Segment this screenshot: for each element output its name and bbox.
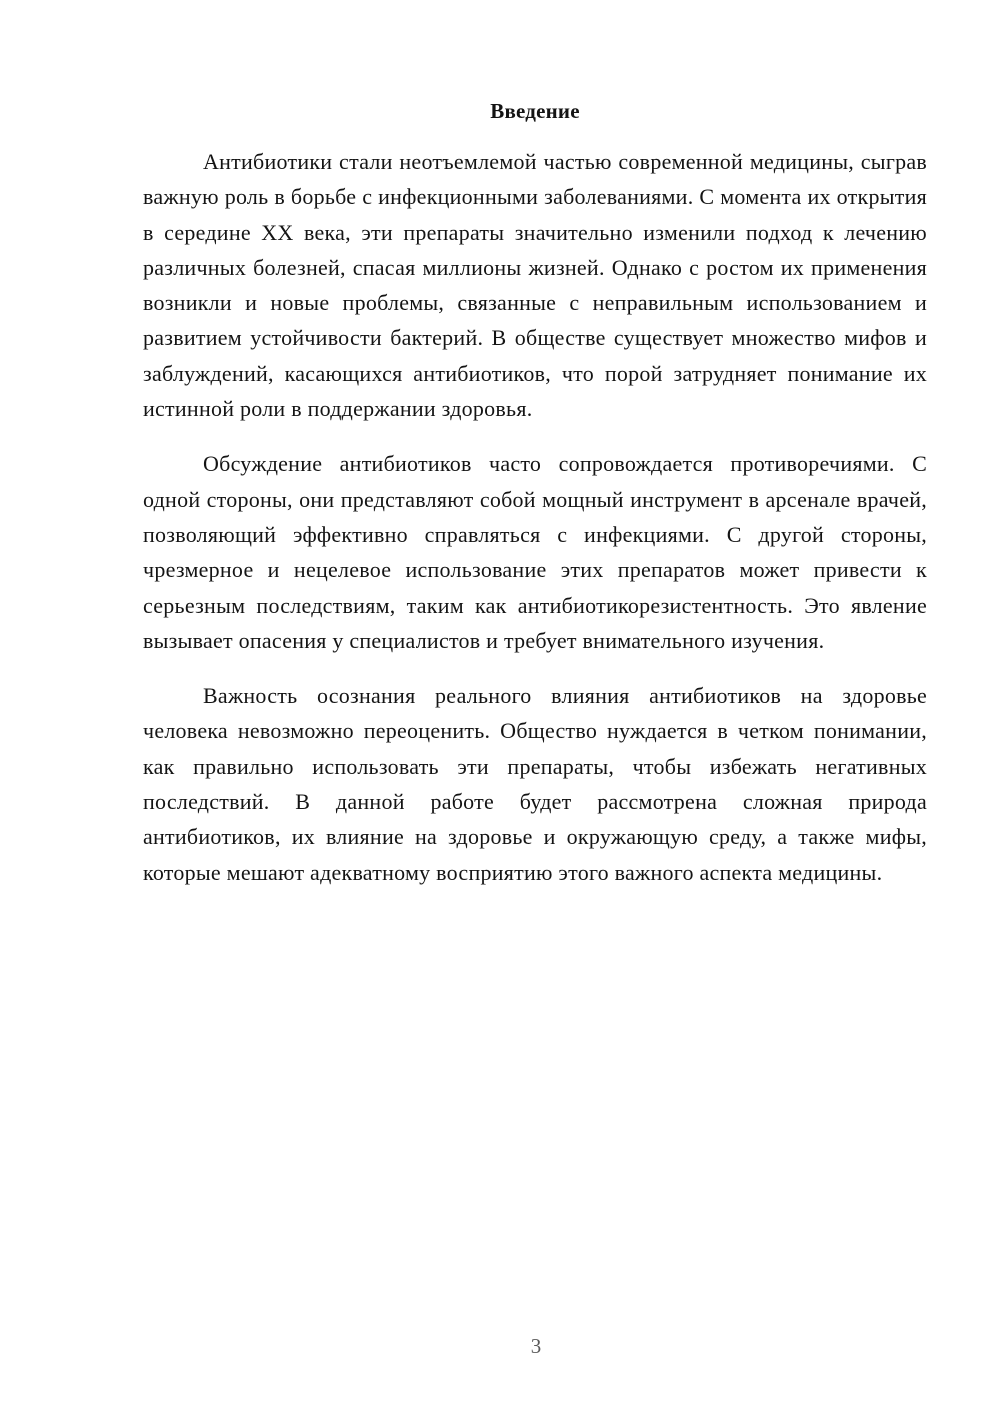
page-content [143,96,927,910]
page-number: 3 [530,1334,542,1358]
paragraph-2: Обсуждение антибиотиков часто сопровождается противоречиями. С одной стороны, они представляют собой мощный инструмент в арсенале врачей, позволяющий эффективно справляться с инфекциями. С другой стороны, чрезмерное и нецелевое использование этих препаратов может привести к серьезным последствиям, таким как антибиотикорезистентность. Это явление вызывает опасения у специалистов и требует внимательного изучения. [143,451,927,653]
section-heading: Введение [490,99,580,123]
paragraph-3: Важность осознания реального влияния антибиотиков на здоровье человека невозможно переоценить. Общество нуждается в четком понимании, как правильно использовать эти препараты, чтобы избежать негативных последствий. В данной работе будет рассмотрена сложная природа антибиотиков, их влияние на здоровье и окружающую среду, а также мифы, которые мешают адекватному восприятию этого важного аспекта медицины. [143,683,927,885]
paragraph-1: Антибиотики стали неотъемлемой частью современной медицины, сыграв важную роль в борьбе с инфекционными заболеваниями. С момента их открытия в середине XX века, эти препараты значительно изменили подход к лечению различных болезней, спасая миллионы жизней. Однако с ростом их применения возникли и новые проблемы, связанные с неправильным использованием и развитием устойчивости бактерий. В обществе существует множество мифов и заблуждений, касающихся антибиотиков, что порой затрудняет понимание их истинной роли в поддержании здоровья. [143,149,927,422]
